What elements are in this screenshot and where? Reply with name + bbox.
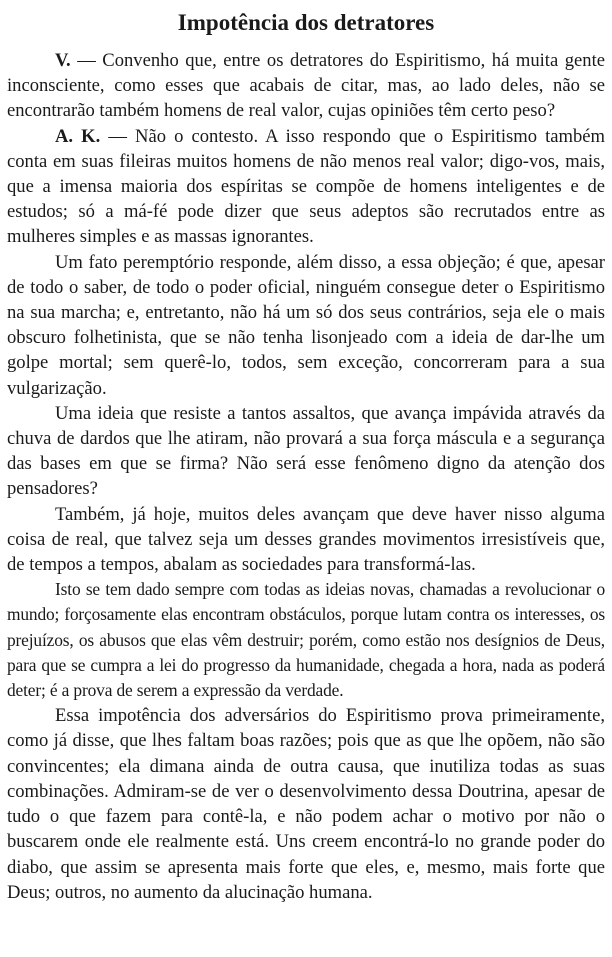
paragraph-6 — [7, 577, 605, 703]
paragraph-text: — Não o contesto. A isso respondo que o Espiritismo também conta em suas fileiras muitos homens de não menos real valor; digo-vos, mais, que a imensa maioria dos espíritas se compõe de homens inteligentes e de estudos; só a má-fé pode dizer que seus adeptos são recrutados entre as mulheres simples e as massas ignorantes. — [7, 125, 605, 248]
paragraph-text: Essa impotência dos adversários do Espiritismo prova primeiramente, como já disse, que lhes faltam boas razões; pois que as que lhe opõem, não são convincentes; ela dimana ainda de outra causa, que inutiliza todas as suas combinações. Admiram-se de ver o desenvolvimento dessa Doutrina, apesar de tudo o que fazem para contê-la, e não podem achar o motivo por não o buscarem onde ele realmente está. Uns creem encontrá-lo no grande poder do diabo, que assim se apresenta mais forte que eles, e, mesmo, mais forte que Deus; outros, no aumento da alucinação humana. — [7, 705, 605, 903]
document-page — [7, 8, 605, 905]
paragraph-2 — [7, 124, 605, 250]
paragraph-text: Um fato peremptório responde, além disso, a essa objeção; é que, apesar de todo o saber, de todo o poder oficial, ninguém consegue deter o Espiritismo na sua marcha; e, entretanto, não há um só dos seus contrários, seja ele o mais obscuro folhetinista, que se não tenha lisonjeado com a ideia de dar-lhe um golpe mortal; sem querê-lo, todos, sem exceção, concorreram para a sua vulgarização. — [7, 251, 605, 399]
paragraph-1 — [7, 48, 605, 124]
paragraph-text: Isto se tem dado sempre com todas as ideias novas, chamadas a revolucionar o mundo; forçosamente elas encontram obstáculos, porque lutam contra os interesses, os prejuízos, os abusos que elas vêm destruir; porém, como estão nos desígnios de Deus, para que se cumpra a lei do progresso da humanidade, chegada a hora, nada as poderá deter; é a prova de serem a expressão da verdade. — [7, 579, 605, 701]
speaker-label: A. K. — [55, 125, 101, 147]
paragraph-text: — Convenho que, entre os detratores do Espiritismo, há muita gente inconsciente, como esses que acabais de citar, mas, ao lado deles, não se encontrarão também homens de real valor, cujas opiniões têm certo peso? — [7, 50, 605, 122]
paragraph-3 — [7, 250, 605, 401]
paragraph-7 — [7, 703, 605, 905]
paragraph-text: Também, já hoje, muitos deles avançam que deve haver nisso alguma coisa de real, que talvez seja um desses grandes movimentos irresistíveis que, de tempos a tempos, abalam as sociedades para transformá-las. — [7, 503, 605, 576]
speaker-label: V. — [55, 50, 71, 71]
paragraph-4 — [7, 401, 605, 502]
paragraph-5 — [7, 502, 605, 578]
section-title: Impotência dos detratores — [177, 10, 435, 35]
paragraph-text: Uma ideia que resiste a tantos assaltos, que avança impávida através da chuva de dardos que lhe atiram, não provará a sua força máscula e a segurança das bases em que se firma? Não será esse fenômeno digno da atenção dos pensadores? — [7, 402, 605, 500]
